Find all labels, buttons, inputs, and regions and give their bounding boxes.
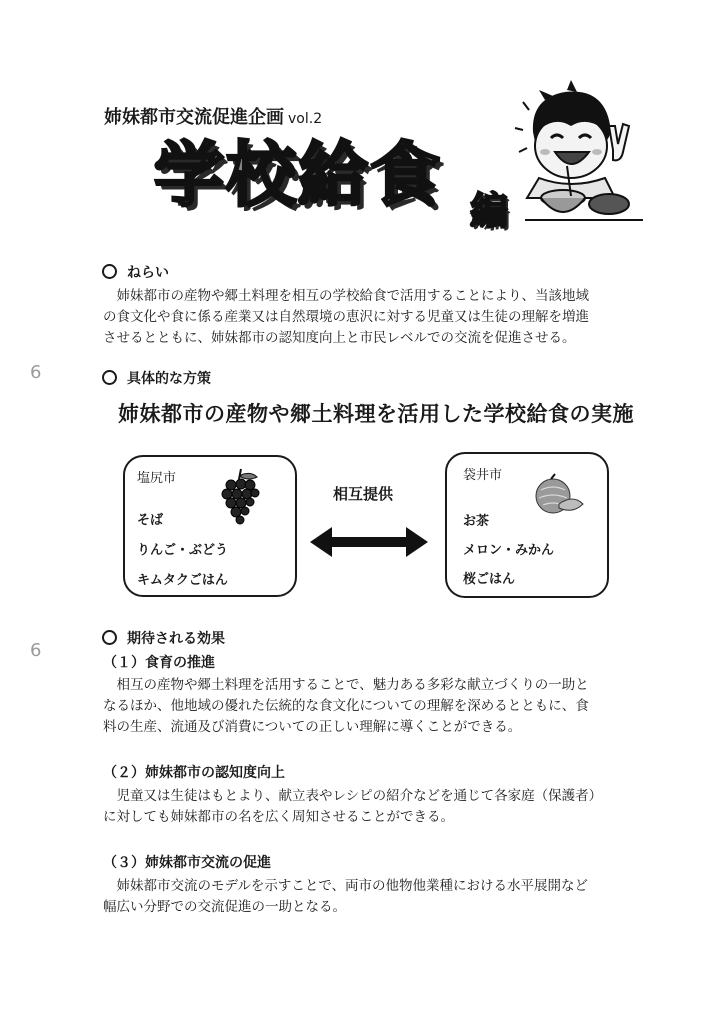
circle-bullet-icon xyxy=(102,630,117,645)
scan-mark: 6 xyxy=(30,640,42,661)
measures-title: 姉妹都市の産物や郷土料理を活用した学校給食の実施 xyxy=(118,402,634,426)
circle-bullet-icon xyxy=(102,264,117,279)
right-city-item: メロン・みかん xyxy=(463,543,555,558)
scan-mark: 6 xyxy=(30,362,42,383)
header-title: 姉妹都市交流促進企画 xyxy=(104,107,284,128)
main-title: 学校給食 xyxy=(154,134,442,216)
double-arrow-icon xyxy=(310,525,428,559)
left-city-name: 塩尻市 xyxy=(137,471,177,486)
aim-heading-label: ねらい xyxy=(127,265,169,281)
effect-2-paragraph xyxy=(103,786,626,828)
right-city-name: 袋井市 xyxy=(463,468,503,483)
effect-1-paragraph xyxy=(103,675,626,738)
right-city-box xyxy=(445,452,609,598)
right-city-item: お茶 xyxy=(463,514,490,529)
effect-1-title: （１）食育の推進 xyxy=(103,655,215,671)
page-header xyxy=(104,103,322,129)
effect-line: 姉妹都市交流のモデルを示すことで、両市の他物他業種における水平展開など xyxy=(116,878,589,894)
effect-3-paragraph xyxy=(103,876,626,918)
effect-line: に対しても姉妹都市の名を広く周知させることができる。 xyxy=(103,809,454,825)
left-city-item: りんご・ぶどう xyxy=(137,543,229,558)
boy-eating-icon xyxy=(505,80,645,230)
exchange-label: 相互提供 xyxy=(333,485,394,503)
header-volume: vol.2 xyxy=(288,111,323,127)
effect-3-title: （３）姉妹都市交流の促進 xyxy=(103,855,271,871)
aim-line: させるとともに、姉妹都市の認知度向上と市民レベルでの交流を促進させる。 xyxy=(103,330,576,346)
effect-line: 料の生産、流通及び消費についての正しい理解に導くことができる。 xyxy=(103,719,522,735)
effects-heading-label: 期待される効果 xyxy=(127,631,225,647)
measures-heading-label: 具体的な方策 xyxy=(127,371,211,387)
left-city-box xyxy=(123,455,297,597)
grapes-icon xyxy=(219,467,261,525)
effect-line: 相互の産物や郷土料理を活用することで、魅力ある多彩な献立づくりの一助と xyxy=(116,677,589,693)
effect-line: 児童又は生徒はもとより、献立表やレシピの紹介などを通じて各家庭（保護者） xyxy=(116,788,603,804)
aim-paragraph xyxy=(103,286,626,349)
measures-heading xyxy=(102,368,211,388)
effect-line: 幅広い分野での交流促進の一助となる。 xyxy=(103,899,346,915)
aim-heading xyxy=(102,262,169,282)
effect-2-title: （２）姉妹都市の認知度向上 xyxy=(103,765,285,781)
left-city-item: キムタクごはん xyxy=(137,573,228,588)
aim-line: の食文化や食に係る産業又は自然環境の恵沢に対する児童又は生徒の理解を増進 xyxy=(103,309,589,325)
effects-heading xyxy=(102,628,225,648)
main-title-suffix: 編 xyxy=(470,189,509,233)
right-city-item: 桜ごはん xyxy=(463,572,516,587)
left-city-item: そば xyxy=(137,513,164,528)
melon-icon xyxy=(533,472,585,520)
effect-line: なるほか、他地域の優れた伝統的な食文化についての理解を深めるとともに、食 xyxy=(103,698,589,714)
circle-bullet-icon xyxy=(102,370,117,385)
aim-line: 姉妹都市の産物や郷土料理を相互の学校給食で活用することにより、当該地域 xyxy=(116,288,589,304)
